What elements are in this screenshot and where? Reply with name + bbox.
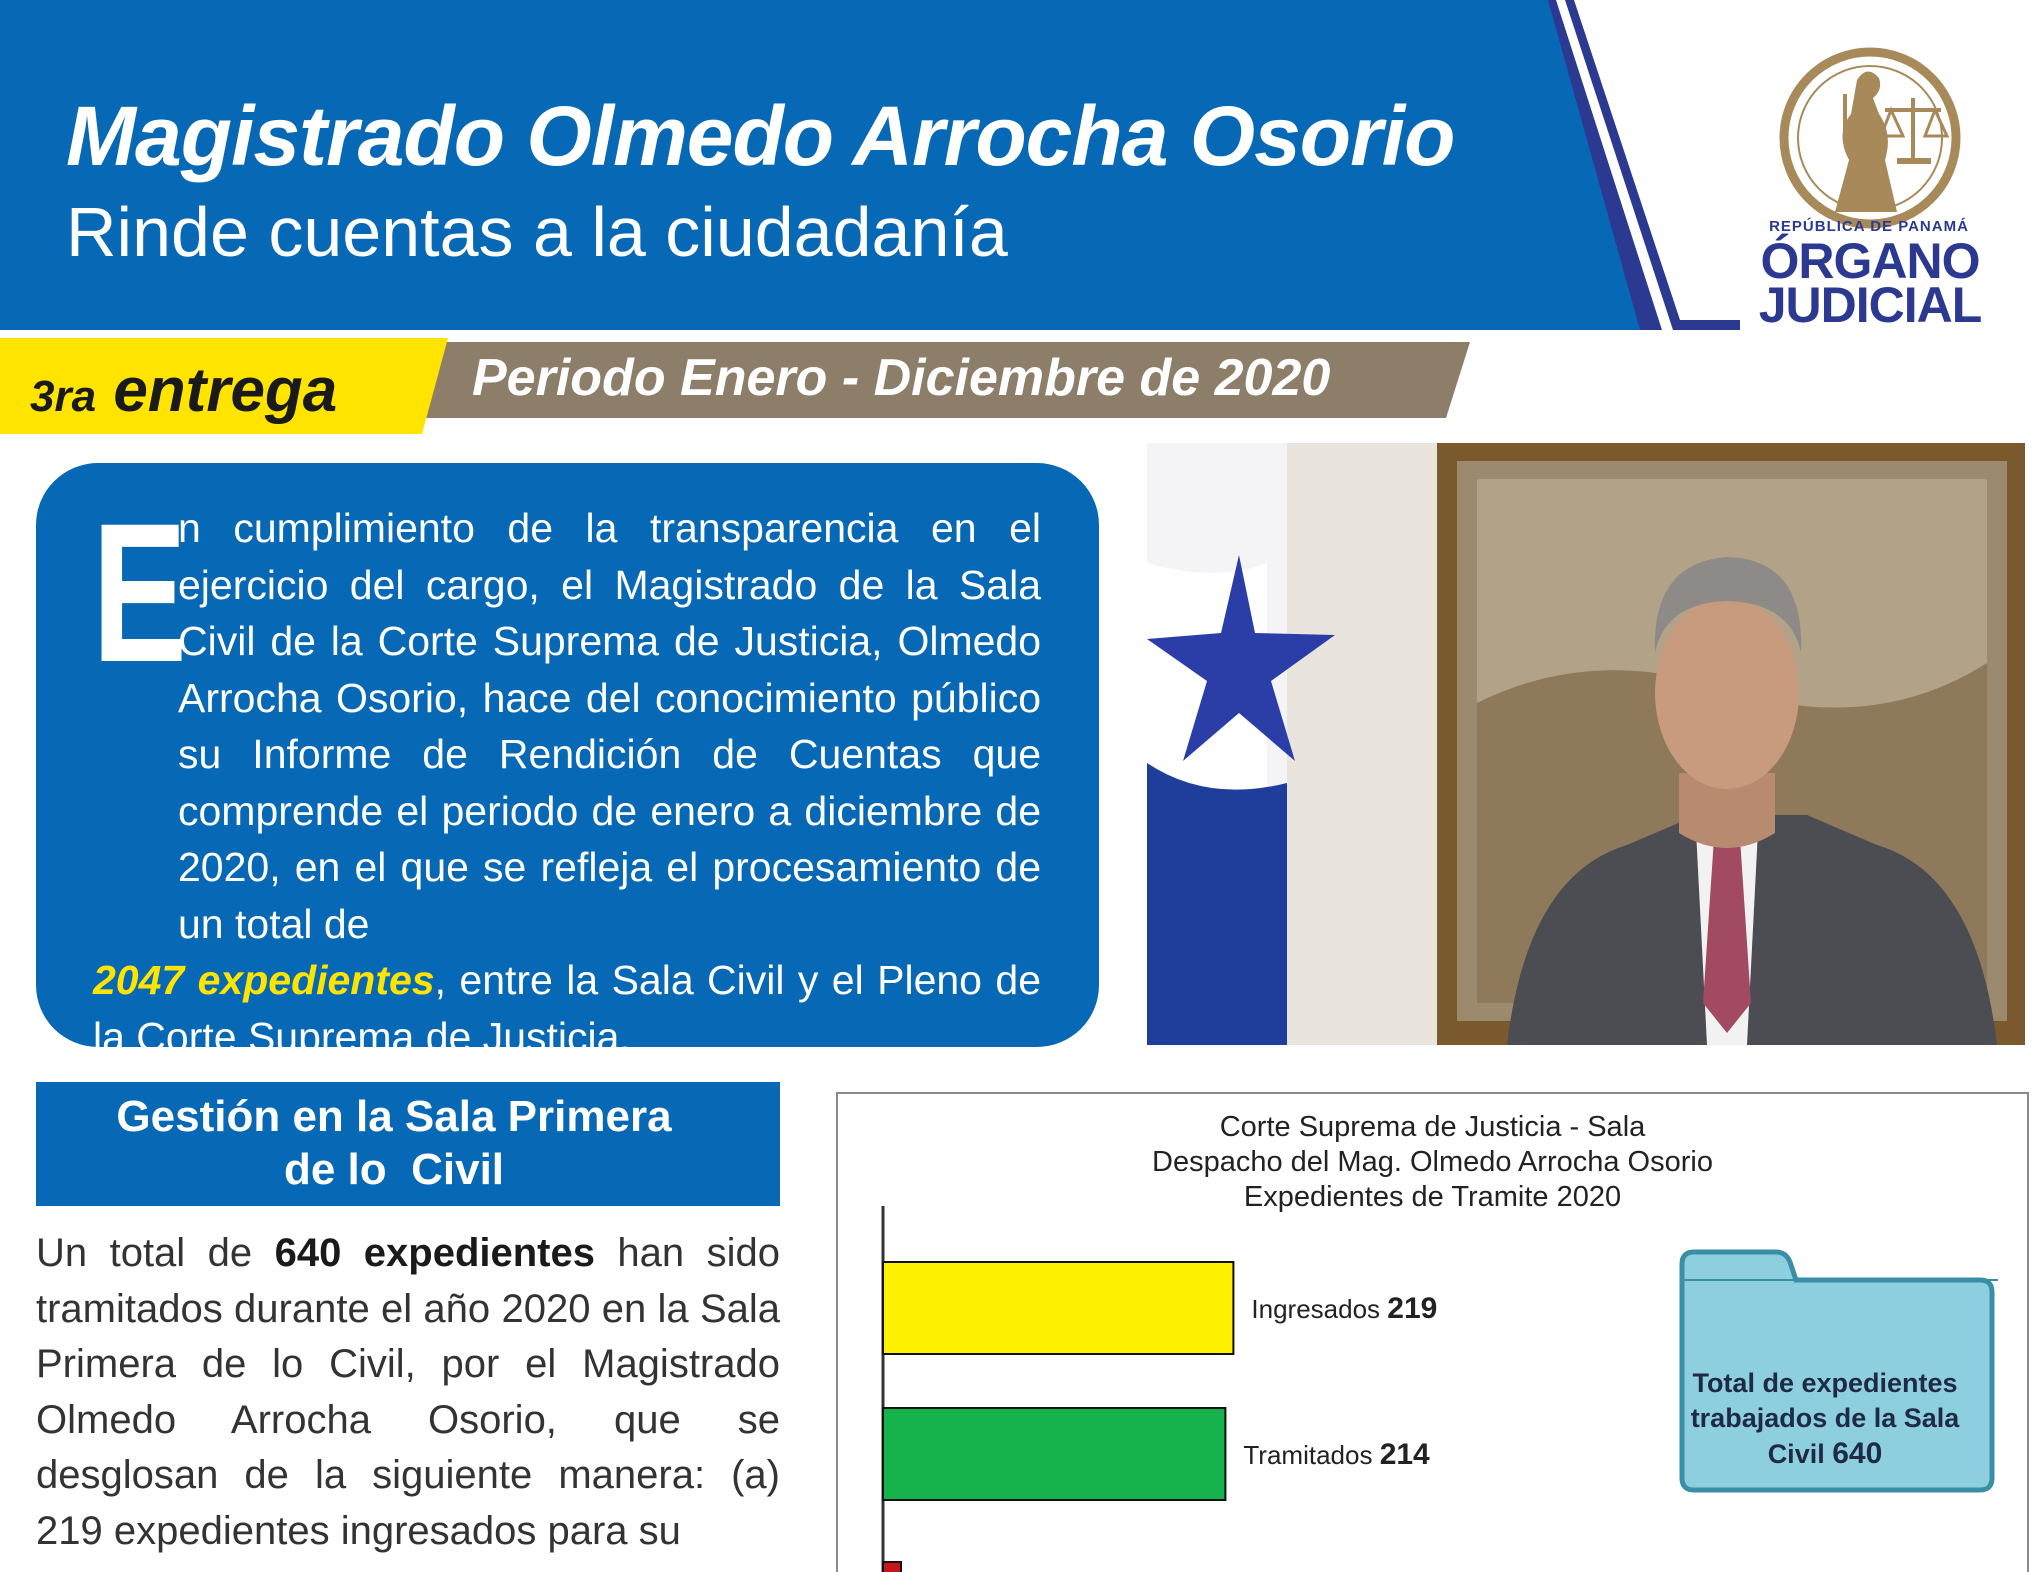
logo-text-line1: ÓRGANO — [1760, 233, 1980, 289]
logo-text-line2: JUDICIAL — [1758, 277, 1982, 333]
intro-text-end: , entre la Sala Civil y el Pleno de la Corte Suprema de Justicia. — [93, 957, 1041, 1060]
logo-country: REPÚBLICA DE PANAMÁ — [1769, 218, 1969, 235]
total-annotation-value: 640 — [1832, 1437, 1883, 1470]
section-title-line2: de lo Civil — [283, 1145, 505, 1194]
value-label: 219 — [1387, 1292, 1438, 1325]
bar-label-ingresados — [1251, 1292, 1437, 1325]
page-subtitle: Rinde cuentas a la ciudadanía — [66, 193, 1008, 271]
category-label: Tramitados — [1243, 1440, 1380, 1470]
bar-label-tramitados — [1243, 1438, 1430, 1471]
chart-title-line2: Despacho del Mag. Olmedo Arrocha Osorio — [1152, 1146, 1713, 1178]
partial-bar — [883, 1562, 901, 1572]
intro-paragraph — [93, 500, 1041, 1065]
total-annotation-text: Total de expedientes trabajados de la Sala Civil — [1690, 1368, 1960, 1469]
body-highlight: 640 expedientes — [274, 1231, 595, 1275]
installment-word: entrega — [113, 356, 338, 425]
bar-ingresados — [883, 1262, 1233, 1354]
installment-label — [30, 355, 337, 426]
intro-highlight: 2047 expedientes — [93, 957, 435, 1003]
drop-cap: E — [92, 482, 188, 703]
installment-ordinal: 3ra — [30, 372, 97, 421]
body-paragraph — [36, 1226, 780, 1559]
value-label: 214 — [1379, 1438, 1430, 1471]
period-label: Periodo Enero - Diciembre de 2020 — [472, 349, 1331, 407]
page-title: Magistrado Olmedo Arrocha Osorio — [66, 89, 1455, 183]
bar-tramitados — [883, 1408, 1225, 1500]
chart-title-line1: Corte Suprema de Justicia - Sala — [1219, 1111, 1646, 1143]
body-text-rest: han sido tramitados durante el año 2020 en la Sala Primera de lo Civil, por el Magistrado Olmedo Arrocha Osorio, que se desglosan de la siguiente manera: (a) 219 expedientes ingresados para su — [36, 1231, 780, 1553]
section-title-line1: Gestión en la Sala Primera — [116, 1092, 672, 1141]
intro-text-start: n cumplimiento de la transparencia en el ejercicio del cargo, el Magistrado de la Sala Civil de la Corte Suprema de Justicia, Olmedo Arrocha Osorio, hace del conocimiento público su Informe de Rendición de Cuentas que comprende el periodo de enero a diciembre de 2020, en el que se refleja el procesamiento de un total de — [178, 505, 1041, 947]
body-text-start: Un total de — [36, 1231, 275, 1275]
chart-title-line3: Expedientes de Tramite 2020 — [1243, 1181, 1622, 1213]
category-label: Ingresados — [1251, 1294, 1388, 1324]
section-title — [36, 1090, 752, 1196]
portrait-photo — [1147, 443, 2025, 1045]
total-annotation — [1680, 1366, 1970, 1472]
